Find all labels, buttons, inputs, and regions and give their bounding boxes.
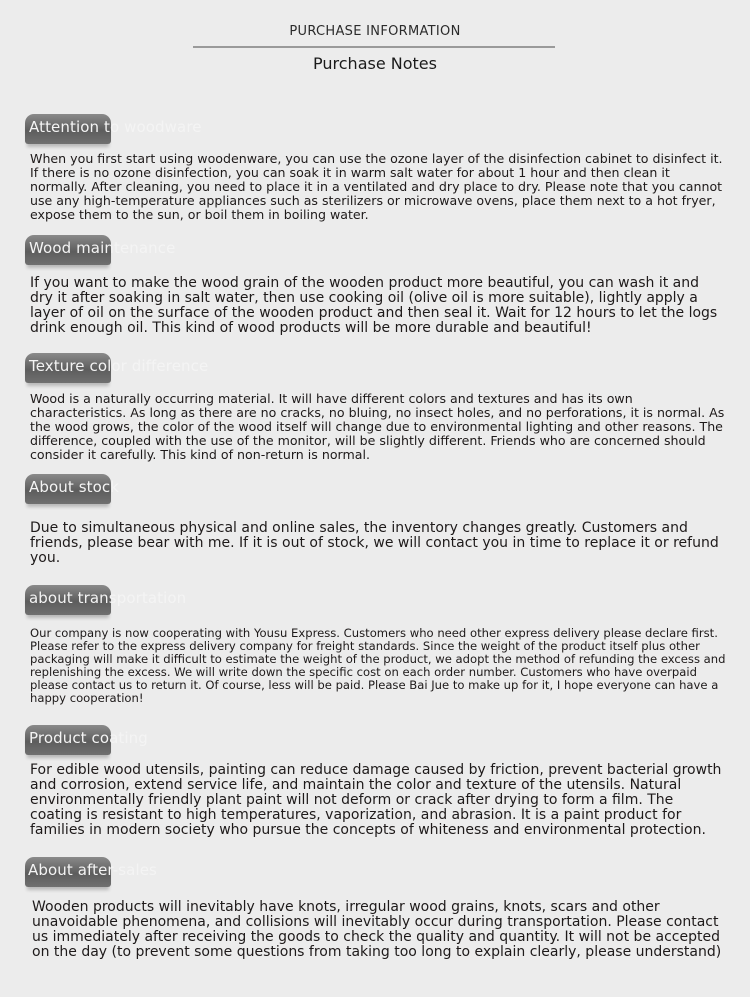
- section-product-coating: [0, 725, 750, 845]
- section-heading: Wood maintenance: [29, 239, 176, 257]
- section-heading: Attention to woodware: [29, 118, 202, 136]
- section-body: When you first start using woodenware, you can use the ozone layer of the disinfection cabinet to disinfect it. If there is no ozone disinfection, you can soak it in warm salt water for about 1 hour and then clean it normally. After cleaning, you need to place it in a ventilated and dry place to dry. Please note that you cannot use any high-temperature appliances such as sterilizers or microwave ovens, place them next to a hot fryer, expose them to the sun, or boil them in boiling water.: [30, 151, 723, 222]
- section-about-transportation: [0, 585, 750, 710]
- section-wood-maintenance: [0, 235, 750, 345]
- section-texture-color-difference: [0, 353, 750, 468]
- page-subtitle: Purchase Notes: [313, 54, 437, 73]
- title-divider: [193, 46, 555, 48]
- section-about-after-sales: [0, 857, 750, 977]
- section-body: If you want to make the wood grain of the wooden product more beautiful, you can wash it and dry it after soaking in salt water, then use cooking oil (olive oil is more suitable), lightly apply a layer of oil on the surface of the wooden product and then seal it. Wait for 12 hours to let the logs drink enough oil. This kind of wood products will be more durable and beautiful!: [30, 275, 718, 336]
- section-heading: Texture color difference: [29, 357, 209, 375]
- section-body: Wooden products will inevitably have knots, irregular wood grains, knots, scars and other unavoidable phenomena, and collisions will inevitably occur during transportation. Please contact us immediately after receiving the goods to check the quality and quantity. It will not be accepted on the day (to prevent some questions from taking too long to explain clearly, please understand): [32, 899, 722, 960]
- page-header: [0, 0, 750, 100]
- section-about-stock: [0, 474, 750, 564]
- section-heading: About after-sales: [28, 861, 157, 879]
- section-body: Our company is now cooperating with Yousu Express. Customers who need other express delivery please declare first. Please refer to the express delivery company for freight standards. Since the weight of the product itself plus other packaging will make it difficult to estimate the weight of the product, we adopt the method of refunding the excess and replenishing the excess. We will write down the specific cost on each order number. Customers who have overpaid please contact us to return it. Of course, less will be paid. Please Bai Jue to make up for it, I hope everyone can have a happy cooperation!: [30, 626, 726, 705]
- section-body: Due to simultaneous physical and online sales, the inventory changes greatly. Customers and friends, please bear with me. If it is out of stock, we will contact you in time to replace it or refund you.: [30, 520, 719, 566]
- section-attention-to-woodware: [0, 114, 750, 226]
- section-body: Wood is a naturally occurring material. It will have different colors and textures and has its own characteristics. As long as there are no cracks, no bluing, no insect holes, and no perforations, it is normal. As the wood grows, the color of the wood itself will change due to environmental lighting and other reasons. The difference, coupled with the use of the monitor, will be slightly different. Friends who are concerned should consider it carefully. This kind of non-return is normal.: [30, 391, 725, 462]
- section-heading: About stock: [29, 478, 120, 496]
- section-heading: Product coating: [29, 729, 148, 747]
- page-title: PURCHASE INFORMATION: [289, 24, 461, 39]
- section-heading: about transportation: [29, 589, 187, 607]
- section-body: For edible wood utensils, painting can reduce damage caused by friction, prevent bacterial growth and corrosion, extend service life, and maintain the color and texture of the utensils. Natural environmentally friendly plant paint will not deform or crack after drying to form a film. The coating is resistant to high temperatures, vaporization, and abrasion. It is a paint product for families in modern society who pursue the concepts of whiteness and environmental protection.: [30, 762, 722, 838]
